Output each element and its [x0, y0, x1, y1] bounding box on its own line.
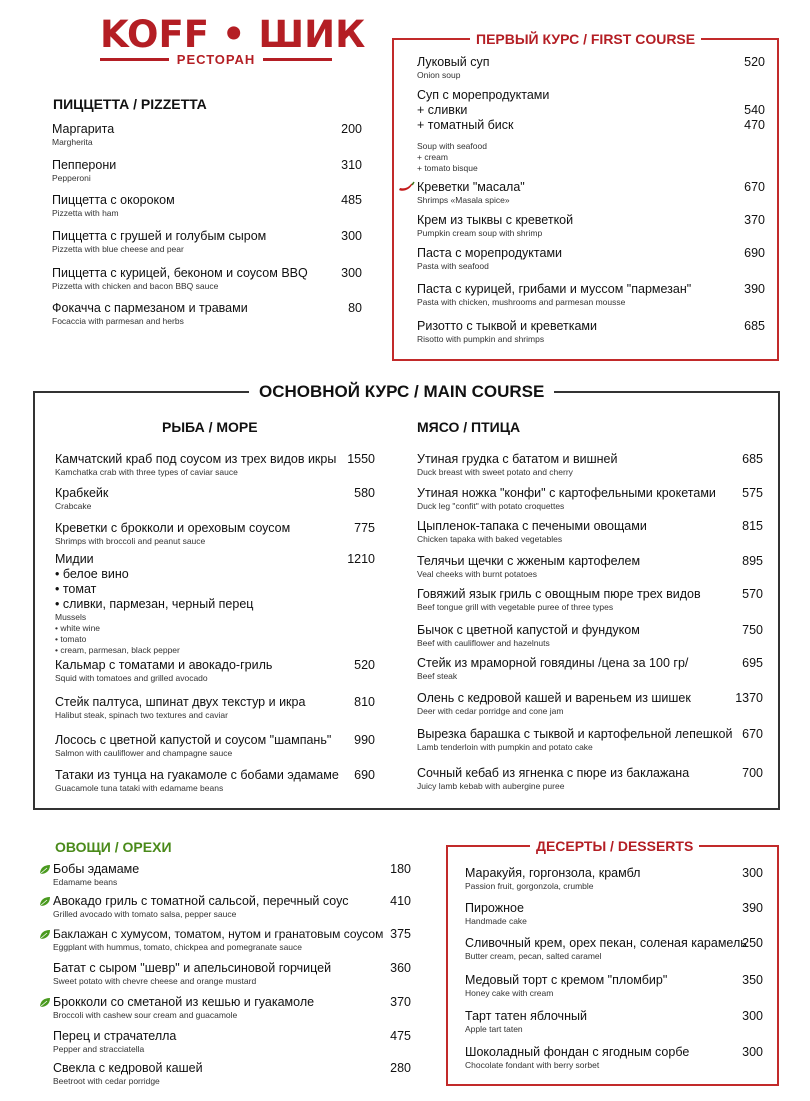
item-description: Edamame beans — [53, 877, 118, 887]
item-name: Крабкейк — [55, 486, 109, 500]
meat-title: МЯСО / ПТИЦА — [417, 419, 521, 435]
item-price: 280 — [390, 1061, 411, 1075]
item-name: Баклажан с хумусом, томатом, нутом и гранатовым соусом — [53, 927, 384, 941]
item-price: 990 — [354, 733, 375, 747]
item-price: 540 — [744, 103, 765, 117]
item-price: 700 — [742, 766, 763, 780]
item-price: 470 — [744, 118, 765, 132]
menu-item — [417, 623, 765, 649]
item-name: Сочный кебаб из ягненка с пюре из баклажана — [417, 766, 690, 780]
item-price: 575 — [742, 486, 763, 500]
item-description: Pepperoni — [52, 173, 91, 183]
menu-item — [417, 319, 765, 345]
item-price: 200 — [341, 122, 362, 136]
logo-bar-right — [263, 58, 332, 61]
item-name: Лосось с цветной капустой и соусом "шампань" — [55, 733, 332, 747]
desserts-title: ДЕСЕРТЫ / DESSERTS — [530, 838, 699, 854]
item-name: Авокадо гриль с томатной сальсой, перечный соус — [53, 894, 349, 908]
item-description: Pasta with seafood — [417, 261, 489, 271]
item-description: Duck leg "confit" with potato croquettes — [417, 501, 565, 511]
item-price: 1550 — [347, 452, 375, 466]
item-name: Сливочный крем, орех пекан, соленая карамель — [465, 936, 747, 950]
item-description: Chicken tapaka with baked vegetables — [417, 534, 563, 544]
menu-item — [52, 193, 362, 219]
item-price: 685 — [744, 319, 765, 333]
item-price: 375 — [390, 927, 411, 941]
item-name: Брокколи со сметаной из кешью и гуакамоле — [53, 995, 315, 1009]
menu-item — [53, 894, 411, 920]
menu-item — [55, 658, 375, 684]
restaurant-logo — [100, 13, 366, 67]
item-description: Crabcake — [55, 501, 92, 511]
item-name: Татаки из тунца на гуакамоле с бобами эдамаме — [55, 768, 339, 782]
green-leaf-icon — [39, 997, 51, 1008]
item-description: Broccoli with cashew sour cream and guacamole — [53, 1010, 238, 1020]
menu-item — [417, 246, 765, 272]
item-description: Passion fruit, gorgonzola, crumble — [465, 881, 594, 891]
item-option: + томатный биск — [417, 118, 514, 132]
item-name: Паста с курицей, грибами и муссом "пармезан" — [417, 282, 692, 296]
item-name: Креветки с брокколи и ореховым соусом — [55, 521, 291, 535]
item-price: 695 — [742, 656, 763, 670]
item-description: Pepper and stracciatella — [53, 1044, 145, 1054]
menu-item — [417, 554, 765, 580]
menu-item — [417, 180, 765, 206]
menu-item — [417, 55, 765, 81]
first-course-title: ПЕРВЫЙ КУРС / FIRST COURSE — [470, 31, 701, 47]
item-name: Вырезка барашка с тыквой и картофельной лепешкой — [417, 727, 733, 741]
item-description: Beef tongue grill with vegetable puree of three types — [417, 602, 614, 612]
item-description: • cream, parmesan, black pepper — [55, 645, 180, 655]
item-price: 180 — [390, 862, 411, 876]
item-price: 810 — [354, 695, 375, 709]
menu-item — [53, 1029, 411, 1055]
menu-item — [55, 768, 375, 794]
item-price: 310 — [341, 158, 362, 172]
item-description: Pizzetta with blue cheese and pear — [52, 244, 184, 254]
menu-item — [52, 229, 362, 255]
pizzetta-title: ПИЦЦЕТТА / PIZZETTA — [53, 96, 207, 112]
item-price: 690 — [744, 246, 765, 260]
menu-item — [55, 733, 375, 759]
item-price: 670 — [742, 727, 763, 741]
item-name: Тарт татен яблочный — [465, 1009, 587, 1023]
menu-item — [52, 122, 362, 148]
green-leaf-icon — [39, 864, 51, 875]
item-description: Apple tart taten — [465, 1024, 523, 1034]
item-description: Beef steak — [417, 671, 458, 681]
item-description: Mussels — [55, 612, 87, 622]
fish-title: РЫБА / МОРЕ — [162, 419, 258, 435]
item-name: Пирожное — [465, 901, 524, 915]
menu-item — [52, 158, 362, 184]
item-price: 815 — [742, 519, 763, 533]
item-option: • томат — [55, 582, 97, 596]
item-description: + cream — [417, 152, 448, 162]
logo-title: KOFF • ШИК — [100, 13, 366, 56]
item-option: + сливки — [417, 103, 468, 117]
item-name: Стейк палтуса, шпинат двух текстур и икра — [55, 695, 306, 709]
menu-item — [55, 552, 375, 656]
item-description: Soup with seafood — [417, 141, 487, 151]
item-description: Kamchatka crab with three types of caviar sauce — [55, 467, 238, 477]
menu-item — [465, 936, 765, 962]
item-price: 750 — [742, 623, 763, 637]
item-description: Eggplant with hummus, tomato, chickpea and pomegranate sauce — [53, 942, 303, 952]
item-description: Pumpkin cream soup with shrimp — [417, 228, 543, 238]
item-name: Шоколадный фондан с ягодным сорбе — [465, 1045, 690, 1059]
item-name: Бычок с цветной капустой и фундуком — [417, 623, 640, 637]
item-name: Перец и страчателла — [53, 1029, 177, 1043]
menu-item — [55, 695, 375, 721]
item-name: Утиная грудка с бататом и вишней — [417, 452, 618, 466]
item-name: Пиццетта с окороком — [52, 193, 175, 207]
item-price: 300 — [742, 866, 763, 880]
item-price: 690 — [354, 768, 375, 782]
menu-item — [417, 282, 765, 308]
item-option: • белое вино — [55, 567, 129, 581]
item-description: Butter cream, pecan, salted caramel — [465, 951, 602, 961]
item-description: Pizzetta with ham — [52, 208, 119, 218]
menu-item — [52, 301, 362, 327]
item-price: 570 — [742, 587, 763, 601]
item-description: • tomato — [55, 634, 87, 644]
item-name: Медовый торт с кремом "пломбир" — [465, 973, 668, 987]
item-name: Фокачча с пармезаном и травами — [52, 301, 248, 315]
menu-item — [417, 519, 765, 545]
item-description: Shrimps «Masala spice» — [417, 195, 510, 205]
item-description: Honey cake with cream — [465, 988, 554, 998]
green-leaf-icon — [39, 896, 51, 907]
item-price: 370 — [390, 995, 411, 1009]
item-description: Beetroot with cedar porridge — [53, 1076, 160, 1086]
item-price: 520 — [744, 55, 765, 69]
item-description: Risotto with pumpkin and shrimps — [417, 334, 545, 344]
item-name: Стейк из мраморной говядины /цена за 100 гр/ — [417, 656, 689, 670]
item-description: + tomato bisque — [417, 163, 478, 173]
menu-item — [417, 656, 765, 682]
item-price: 300 — [341, 266, 362, 280]
logo-subtitle: РЕСТОРАН — [176, 52, 256, 67]
item-name: Олень с кедровой кашей и вареньем из шишек — [417, 691, 691, 705]
item-name: Батат с сыром "шевр" и апельсиновой горчицей — [53, 961, 332, 975]
menu-item — [417, 587, 765, 613]
item-description: Grilled avocado with tomato salsa, pepper sauce — [53, 909, 237, 919]
item-name: Кальмар с томатами и авокадо-гриль — [55, 658, 273, 672]
menu-item — [417, 452, 765, 478]
item-name: Пиццетта с курицей, беконом и соусом BBQ — [52, 266, 308, 280]
item-description: • white wine — [55, 623, 101, 633]
item-name: Утиная ножка "конфи" с картофельными крокетами — [417, 486, 716, 500]
menu-item — [417, 727, 765, 753]
item-price: 475 — [390, 1029, 411, 1043]
item-price: 300 — [742, 1009, 763, 1023]
item-name: Свекла с кедровой кашей — [53, 1061, 203, 1075]
item-description: Juicy lamb kebab with aubergine puree — [417, 781, 565, 791]
menu-item — [53, 927, 411, 953]
item-price: 370 — [744, 213, 765, 227]
item-name: Маргарита — [52, 122, 115, 136]
item-description: Focaccia with parmesan and herbs — [52, 316, 184, 326]
item-description: Beef with cauliflower and hazelnuts — [417, 638, 550, 648]
item-price: 775 — [354, 521, 375, 535]
menu-item — [417, 486, 765, 512]
menu-item — [417, 766, 765, 792]
main-course-title: ОСНОВНОЙ КУРС / MAIN COURSE — [249, 382, 554, 402]
menu-item — [417, 88, 765, 174]
item-price: 410 — [390, 894, 411, 908]
item-price: 390 — [742, 901, 763, 915]
item-price: 485 — [341, 193, 362, 207]
item-description: Squid with tomatoes and grilled avocado — [55, 673, 208, 683]
item-price: 300 — [341, 229, 362, 243]
item-name: Камчатский краб под соусом из трех видов икры — [55, 452, 337, 466]
item-option: • сливки, пармезан, черный перец — [55, 597, 254, 611]
menu-item — [53, 995, 411, 1021]
green-leaf-icon — [39, 929, 51, 940]
menu-item — [52, 266, 362, 292]
item-description: Salmon with cauliflower and champagne sauce — [55, 748, 233, 758]
item-name: Цыпленок-тапака с печеными овощами — [417, 519, 647, 533]
item-name: Паста с морепродуктами — [417, 246, 563, 260]
item-description: Pizzetta with chicken and bacon BBQ sauce — [52, 281, 219, 291]
vegetables-title: ОВОЩИ / ОРЕХИ — [55, 839, 172, 855]
item-name: Креветки "масала" — [417, 180, 525, 194]
item-price: 250 — [742, 936, 763, 950]
item-description: Guacamole tuna tataki with edamame beans — [55, 783, 224, 793]
item-description: Onion soup — [417, 70, 461, 80]
item-name: Бобы эдамаме — [53, 862, 140, 876]
item-name: Пиццетта с грушей и голубым сыром — [52, 229, 267, 243]
item-description: Sweet potato with chevre cheese and orange mustard — [53, 976, 257, 986]
item-price: 520 — [354, 658, 375, 672]
item-description: Halibut steak, spinach two textures and caviar — [55, 710, 228, 720]
item-description: Veal cheeks with burnt potatoes — [417, 569, 538, 579]
item-price: 300 — [742, 1045, 763, 1059]
logo-bar-left — [100, 58, 169, 61]
item-name: Луковый суп — [417, 55, 490, 69]
menu-item — [53, 862, 411, 888]
item-description: Handmade cake — [465, 916, 527, 926]
item-description: Chocolate fondant with berry sorbet — [465, 1060, 600, 1070]
menu-item — [417, 213, 765, 239]
menu-item — [53, 1061, 411, 1087]
item-name: Пепперони — [52, 158, 117, 172]
item-description: Pasta with chicken, mushrooms and parmesan mousse — [417, 297, 626, 307]
item-price: 390 — [744, 282, 765, 296]
item-description: Lamb tenderloin with pumpkin and potato cake — [417, 742, 593, 752]
item-name: Суп с морепродуктами — [417, 88, 550, 102]
item-name: Говяжий язык гриль с овощным пюре трех видов — [417, 587, 701, 601]
menu-item — [465, 901, 765, 927]
item-price: 580 — [354, 486, 375, 500]
item-price: 1370 — [735, 691, 763, 705]
item-price: 350 — [742, 973, 763, 987]
item-description: Margherita — [52, 137, 93, 147]
item-name: Мидии — [55, 552, 94, 566]
item-name: Маракуйя, горгонзола, крамбл — [465, 866, 641, 880]
item-name: Крем из тыквы с креветкой — [417, 213, 574, 227]
chili-pepper-icon — [397, 181, 415, 193]
item-price: 670 — [744, 180, 765, 194]
menu-item — [55, 521, 375, 547]
menu-item — [465, 973, 765, 999]
menu-item — [53, 961, 411, 987]
item-name: Ризотто с тыквой и креветками — [417, 319, 597, 333]
item-price: 360 — [390, 961, 411, 975]
item-description: Duck breast with sweet potato and cherry — [417, 467, 573, 477]
item-price: 80 — [348, 301, 362, 315]
item-price: 685 — [742, 452, 763, 466]
menu-item — [465, 1045, 765, 1071]
menu-item — [465, 866, 765, 892]
menu-item — [55, 452, 375, 478]
item-price: 895 — [742, 554, 763, 568]
item-price: 1210 — [347, 552, 375, 566]
menu-item — [55, 486, 375, 512]
item-name: Телячьи щечки с жженым картофелем — [417, 554, 641, 568]
menu-item — [417, 691, 765, 717]
item-description: Deer with cedar porridge and cone jam — [417, 706, 564, 716]
item-description: Shrimps with broccoli and peanut sauce — [55, 536, 206, 546]
menu-item — [465, 1009, 765, 1035]
